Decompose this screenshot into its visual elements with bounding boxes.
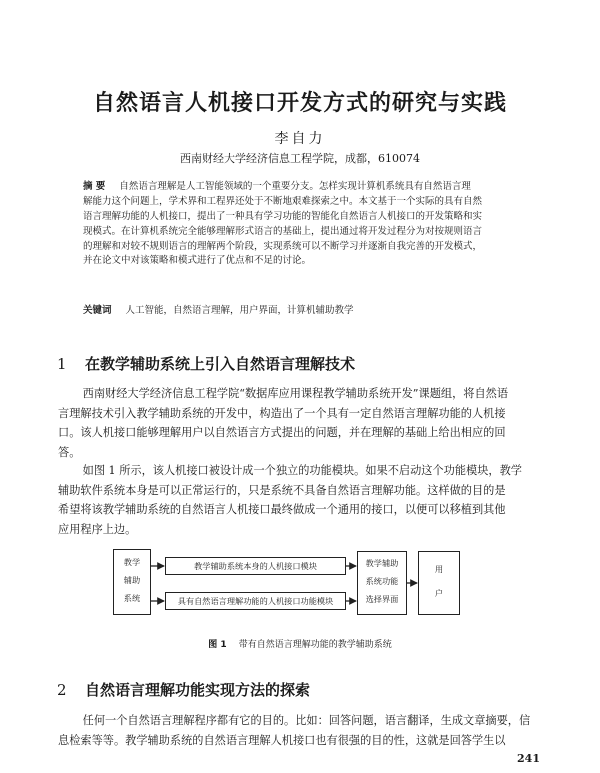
- section-1-title: 在教学辅助系统上引入自然语言理解技术: [85, 355, 356, 373]
- section-2-title: 自然语言理解功能实现方法的探索: [85, 681, 311, 699]
- paragraph-line: 言理解技术引入教学辅助系统的开发中，构造出了一个具有一定自然语言理解功能的人机接: [58, 406, 506, 420]
- abstract-label: 摘 要: [83, 181, 106, 192]
- section-1-number: 1: [57, 355, 67, 373]
- paragraph-line: 息检索等等。教学辅助系统的自然语言理解人机接口也有很强的目的性，这就是回答学生以: [58, 733, 506, 747]
- paper-title: 自然语言人机接口开发方式的研究与实践: [92, 91, 507, 116]
- teaching-system-box: 教学 辅助 系统: [113, 549, 151, 615]
- abstract-line: 语言理解功能的人机接口，提出了一种具有学习功能的智能化自然语言人机接口的开发策略和实: [83, 210, 483, 222]
- keywords-label: 关键词: [83, 305, 112, 316]
- abstract-line: 现模式。在计算机系统完全能够理解形式语言的基础上，提出通过将开发过程分为对按规则语言: [83, 225, 483, 237]
- figure-1-caption: [0, 637, 600, 650]
- paragraph-line: 答。: [58, 445, 81, 459]
- paragraph-line: 如图 1 所示，该人机接口被设计成一个独立的功能模块。如果不启动这个功能模块，教学: [82, 464, 522, 477]
- paragraph-line: 西南财经大学经济信息工程学院“数据库应用课程教学辅助系统开发”课题组，将自然语: [82, 387, 509, 400]
- figure-1-number: 图 1: [208, 640, 227, 650]
- author-affiliation: 西南财经大学经济信息工程学院，成都，610074: [180, 152, 420, 165]
- paragraph-line: 应用程序上边。: [58, 522, 137, 536]
- builtin-interface-module-box: 教学辅助系统本身的人机接口模块: [165, 557, 346, 575]
- paragraph-line: 辅助软件系统本身是可以正常运行的，只是系统不具备自然语言理解功能。这样做的目的是: [58, 483, 506, 497]
- nl-interface-module-box: 具有自然语言理解功能的人机接口功能模块: [165, 592, 346, 610]
- paragraph-line: 口。该人机接口能够理解用户以自然语言方式提出的问题，并在理解的基础上给出相应的回: [58, 426, 506, 440]
- function-selector-box: 教学辅助 系统功能 选择界面: [357, 551, 407, 615]
- keywords-text: 人工智能，自然语言理解，用户界面，计算机辅助教学: [125, 305, 354, 316]
- page-number: 241: [517, 752, 540, 765]
- section-2-heading: [57, 679, 310, 700]
- abstract-block: [83, 180, 523, 269]
- abstract-line: 的理解和对较不规则语言的理解两个阶段，实现系统可以不断学习并逐渐自我完善的开发模式，: [83, 240, 483, 252]
- abstract-line: 解能力这个问题上，学术界和工程界还处于不断地艰难探索之中。本文基于一个实际的具有自然: [83, 195, 483, 207]
- paragraph-2: [58, 461, 548, 539]
- paragraph-line: 希望将该教学辅助系统的自然语言人机接口最终做成一个通用的接口，以便可以移植到其他: [58, 503, 506, 517]
- user-box: 用 户: [418, 551, 460, 615]
- paragraph-1: [58, 384, 548, 462]
- paragraph-3: [58, 711, 548, 750]
- abstract-line: 并在论文中对该策略和模式进行了优点和不足的讨论。: [83, 255, 312, 267]
- keywords-line: [83, 302, 523, 316]
- section-1-heading: [57, 353, 355, 374]
- paragraph-line: 任何一个自然语言理解程序都有它的目的。比如：回答问题，语言翻译，生成文章摘要，信: [82, 714, 531, 727]
- figure-1-caption-text: 带有自然语言理解功能的教学辅助系统: [238, 640, 392, 650]
- section-2-number: 2: [57, 681, 67, 699]
- author-name: 李自力: [274, 131, 326, 147]
- abstract-line: 摘 要 自然语言理解是人工智能领域的一个重要分支。怎样实现计算机系统具有自然语言理: [83, 181, 471, 192]
